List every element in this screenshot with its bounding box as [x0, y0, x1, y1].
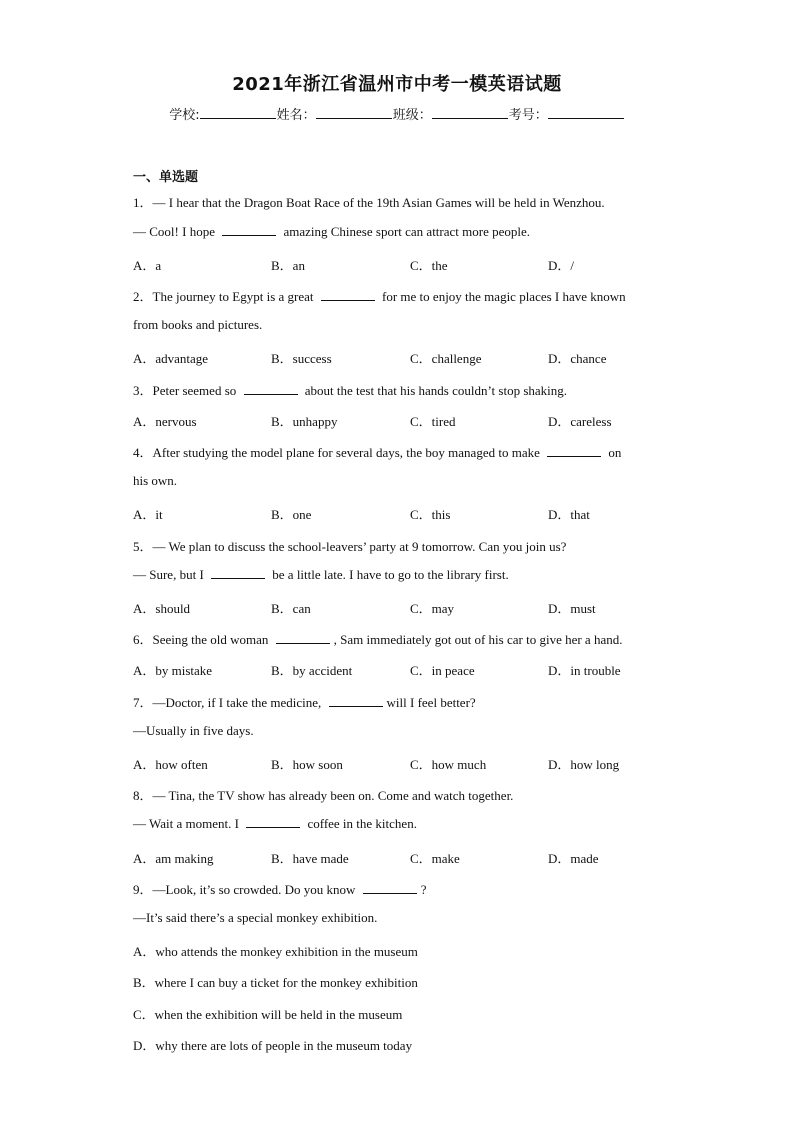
q1-options: [133, 255, 693, 273]
q8-options: [133, 848, 693, 866]
answer-blank: [321, 289, 375, 301]
q4-line-2: his own.: [133, 473, 178, 488]
option-c[interactable]: C．make: [410, 851, 460, 866]
section-heading: 一、单选题: [133, 170, 199, 185]
answer-blank: [211, 567, 265, 579]
option-c[interactable]: C．tired: [410, 414, 456, 429]
q9-option-a[interactable]: A．who attends the monkey exhibition in the museum: [133, 944, 418, 959]
option-c[interactable]: C．challenge: [410, 351, 482, 366]
class-blank[interactable]: [432, 106, 508, 119]
option-a[interactable]: A．advantage: [133, 351, 209, 366]
answer-blank: [547, 445, 601, 457]
option-a[interactable]: A．by mistake: [133, 663, 213, 678]
option-a[interactable]: A．am making: [133, 851, 214, 866]
option-b[interactable]: B．can: [271, 601, 311, 616]
q5-line-2: — Sure, but I be a little late. I have to go to the library first.: [133, 567, 509, 582]
q2-line-1: 2．The journey to Egypt is a great for me to enjoy the magic places I have known: [133, 289, 626, 304]
q9-option-b[interactable]: B．where I can buy a ticket for the monkey exhibition: [133, 975, 418, 990]
q8-line-1: 8．— Tina, the TV show has already been on. Come and watch together.: [133, 788, 514, 803]
q5-options: [133, 598, 693, 616]
q9-line-2: —It’s said there’s a special monkey exhibition.: [133, 910, 378, 925]
q4-options: [133, 504, 693, 522]
option-b[interactable]: B．have made: [271, 851, 349, 866]
q7-line-2: —Usually in five days.: [133, 723, 254, 738]
option-d[interactable]: D．that: [548, 507, 590, 522]
q3-line-1: 3．Peter seemed so about the test that his hands couldn’t stop shaking.: [133, 383, 568, 398]
name-blank[interactable]: [316, 106, 392, 119]
option-a[interactable]: A．how often: [133, 757, 208, 772]
option-b[interactable]: B．unhappy: [271, 414, 338, 429]
student-info-line: [0, 104, 794, 123]
q4-line-1: 4．After studying the model plane for several days, the boy managed to make on: [133, 445, 622, 460]
option-a[interactable]: A．a: [133, 258, 162, 273]
name-label: 姓名：: [276, 108, 316, 123]
q7-line-1: 7．—Doctor, if I take the medicine, will I feel better?: [133, 695, 476, 710]
option-b[interactable]: B．one: [271, 507, 312, 522]
q5-line-1: 5．— We plan to discuss the school-leavers’ party at 9 tomorrow. Can you join us?: [133, 539, 567, 554]
q8-line-2: — Wait a moment. I coffee in the kitchen.: [133, 816, 417, 831]
option-a[interactable]: A．should: [133, 601, 191, 616]
option-d[interactable]: D．must: [548, 601, 596, 616]
option-a[interactable]: A．it: [133, 507, 163, 522]
option-a[interactable]: A．nervous: [133, 414, 197, 429]
option-b[interactable]: B．an: [271, 258, 305, 273]
answer-blank: [222, 224, 276, 236]
q9-option-d[interactable]: D．why there are lots of people in the museum today: [133, 1038, 413, 1053]
q6-line-1: 6．Seeing the old woman , Sam immediately got out of his car to give her a hand.: [133, 632, 623, 647]
answer-blank: [363, 882, 417, 894]
option-b[interactable]: B．by accident: [271, 663, 353, 678]
option-c[interactable]: C．this: [410, 507, 451, 522]
option-b[interactable]: B．success: [271, 351, 332, 366]
option-d[interactable]: D．made: [548, 851, 599, 866]
q9-line-1: 9．—Look, it’s so crowded. Do you know ?: [133, 882, 427, 897]
q6-options: [133, 660, 693, 678]
number-blank[interactable]: [548, 106, 624, 119]
answer-blank: [244, 383, 298, 395]
option-d[interactable]: D．careless: [548, 414, 612, 429]
q1-line-1: 1．— I hear that the Dragon Boat Race of the 19th Asian Games will be held in Wenzhou.: [133, 195, 605, 210]
option-c[interactable]: C．in peace: [410, 663, 475, 678]
answer-blank: [276, 632, 330, 644]
q2-options: [133, 348, 693, 366]
school-blank[interactable]: [200, 106, 276, 119]
option-d[interactable]: D．/: [548, 258, 575, 273]
option-d[interactable]: D．how long: [548, 757, 620, 772]
q7-options: [133, 754, 693, 772]
q9-option-c[interactable]: C．when the exhibition will be held in the museum: [133, 1007, 403, 1022]
option-b[interactable]: B．how soon: [271, 757, 343, 772]
option-d[interactable]: D．chance: [548, 351, 607, 366]
answer-blank: [329, 695, 383, 707]
option-c[interactable]: C．the: [410, 258, 448, 273]
school-label: 学校:: [169, 108, 200, 123]
class-label: 班级：: [392, 108, 432, 123]
option-c[interactable]: C．how much: [410, 757, 487, 772]
q2-line-2: from books and pictures.: [133, 317, 263, 332]
q3-options: [133, 411, 693, 429]
option-c[interactable]: C．may: [410, 601, 455, 616]
page-title: 2021年浙江省温州市中考一模英语试题: [232, 74, 562, 95]
number-label: 考号：: [508, 108, 548, 123]
answer-blank: [246, 816, 300, 828]
option-d[interactable]: D．in trouble: [548, 663, 621, 678]
q1-line-2: — Cool! I hope amazing Chinese sport can attract more people.: [133, 224, 531, 239]
